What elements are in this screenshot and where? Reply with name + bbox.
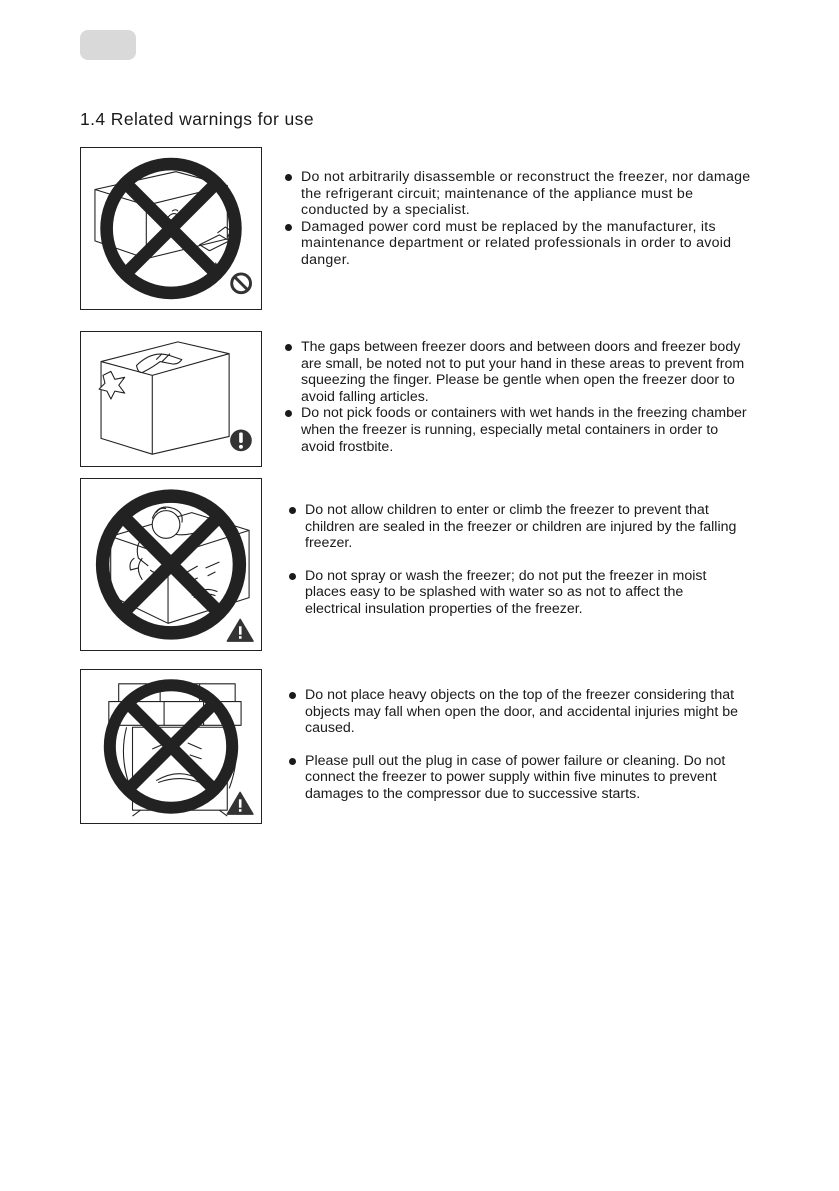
section-title: 1.4 Related warnings for use — [80, 109, 314, 129]
prohibited-corner-icon — [81, 148, 261, 309]
warning-2-list — [284, 339, 754, 455]
warning-1-illustration — [80, 147, 262, 310]
prohibited-corner-icon — [81, 670, 261, 823]
warning-3-list — [288, 502, 738, 618]
warning-2-item-1: The gaps between freezer doors and between doors and freezer body are small, be noted not to put your hand in these areas to prevent from squeezing the finger. Please be gentle when open the freezer door to avoid falling articles. — [284, 339, 754, 405]
warning-4-list — [288, 687, 758, 803]
warning-1-item-2: Damaged power cord must be replaced by the manufacturer, its maintenance department or related professionals in order to avoid danger. — [284, 219, 754, 269]
warning-2-illustration — [80, 331, 262, 467]
warning-1-item-1: Do not arbitrarily disassemble or reconstruct the freezer, nor damage the refrigerant circuit; maintenance of the appliance must be conducted by a specialist. — [284, 169, 754, 219]
warning-4-illustration — [80, 669, 262, 824]
warning-4-item-1: Do not place heavy objects on the top of the freezer considering that objects may fall when open the door, and accidental injuries might be caused. — [288, 687, 758, 737]
warning-1-list — [284, 169, 754, 269]
warning-3-item-1: Do not allow children to enter or climb the freezer to prevent that children are sealed in the freezer or children are injured by the falling freezer. — [288, 502, 738, 552]
warning-3-illustration — [80, 478, 262, 651]
prohibited-corner-icon — [81, 479, 261, 650]
warning-4-item-2: Please pull out the plug in case of power failure or cleaning. Do not connect the freezer to power supply within five minutes to prevent damages to the compressor due to successive starts. — [288, 753, 758, 803]
freezer-door-gap-drawing — [81, 332, 261, 466]
warning-3-item-2: Do not spray or wash the freezer; do not put the freezer in moist places easy to be splashed with water so as not to affect the electrical insulation properties of the freezer. — [288, 568, 738, 618]
warning-2-item-2: Do not pick foods or containers with wet hands in the freezing chamber when the freezer is running, especially metal containers in order to avoid frostbite. — [284, 405, 754, 455]
page-tab-badge — [80, 30, 136, 60]
exclamation-circle-icon — [230, 430, 252, 452]
